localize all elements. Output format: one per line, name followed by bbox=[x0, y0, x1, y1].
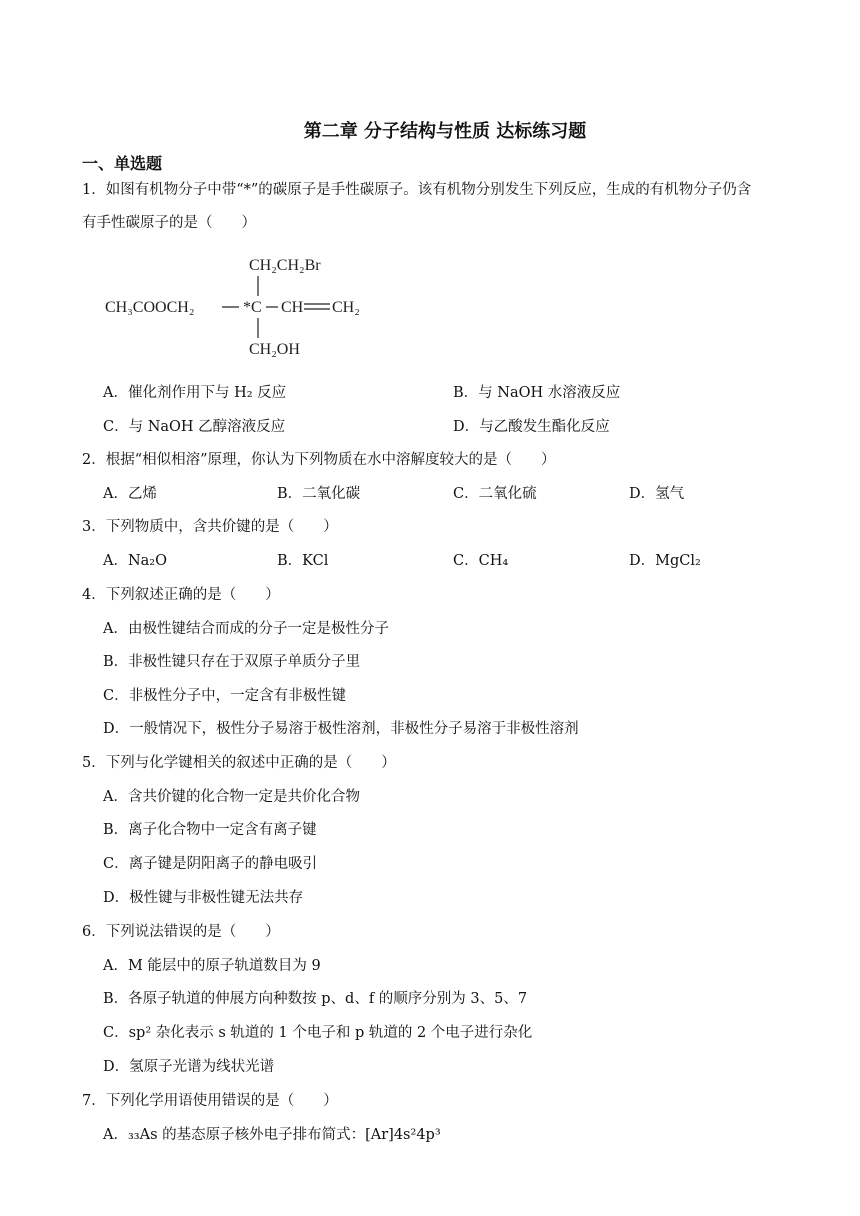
structure-chiral-center: *C bbox=[243, 299, 262, 316]
q6-option-c: C．sp² 杂化表示 s 轨道的 1 个电子和 p 轨道的 2 个电子进行杂化 bbox=[103, 1025, 533, 1041]
q5-option-b: B．离子化合物中一定含有离子键 bbox=[103, 822, 317, 838]
q1-option-a: A．催化剂作用下与 H₂ 反应 bbox=[103, 385, 287, 401]
structure-top-group: CH₂CH₂Br bbox=[249, 257, 321, 274]
structure-bottom-group: CH₂OH bbox=[249, 341, 300, 358]
q4-option-a: A．由极性键结合而成的分子一定是极性分子 bbox=[103, 621, 389, 637]
q2-option-d: D．氢气 bbox=[629, 486, 685, 502]
structure-main-left: CH₃COOCH₂ bbox=[105, 299, 195, 316]
question-7-stem: 7．下列化学用语使用错误的是（ ） bbox=[82, 1093, 338, 1109]
question-6-stem: 6．下列说法错误的是（ ） bbox=[82, 924, 280, 940]
q1-option-b: B．与 NaOH 水溶液反应 bbox=[453, 385, 621, 401]
question-4-stem: 4．下列叙述正确的是（ ） bbox=[82, 587, 280, 603]
q7-option-a: A．₃₃As 的基态原子核外电子排布简式：[Ar]4s²4p³ bbox=[103, 1127, 441, 1143]
q2-option-a: A．乙烯 bbox=[103, 486, 157, 502]
q1-option-d: D．与乙酸发生酯化反应 bbox=[453, 419, 610, 435]
q5-option-c: C．离子键是阴阳离子的静电吸引 bbox=[103, 856, 318, 872]
q6-option-a: A．M 能层中的原子轨道数目为 9 bbox=[103, 958, 321, 974]
q3-option-a: A．Na₂O bbox=[103, 553, 168, 569]
q3-option-c: C．CH₄ bbox=[453, 553, 509, 569]
q6-option-d: D．氢原子光谱为线状光谱 bbox=[103, 1059, 275, 1075]
q6-option-b: B．各原子轨道的伸展方向种数按 p、d、f 的顺序分别为 3、5、7 bbox=[103, 991, 528, 1007]
q4-option-d: D．一般情况下，极性分子易溶于极性溶剂，非极性分子易溶于非极性溶剂 bbox=[103, 721, 579, 737]
structure-end-group: CH₂ bbox=[332, 299, 360, 316]
q4-option-c: C．非极性分子中，一定含有非极性键 bbox=[103, 688, 347, 704]
q3-option-b: B．KCl bbox=[277, 553, 329, 569]
structure-main-right: CH bbox=[281, 299, 304, 316]
q1-option-c: C．与 NaOH 乙醇溶液反应 bbox=[103, 419, 286, 435]
q2-option-b: B．二氧化碳 bbox=[277, 486, 361, 502]
question-1-stem-line2: 有手性碳原子的是（ ） bbox=[82, 215, 256, 231]
molecule-structure-diagram bbox=[103, 248, 373, 363]
section-heading: 一、单选题 bbox=[82, 154, 163, 173]
question-2-stem: 2．根据“相似相溶”原理，你认为下列物质在水中溶解度较大的是（ ） bbox=[82, 452, 556, 468]
q4-option-b: B．非极性键只存在于双原子单质分子里 bbox=[103, 654, 361, 670]
question-1-stem-line1: 1．如图有机物分子中带“*”的碳原子是手性碳原子。该有机物分别发生下列反应，生成的有机物分子仍含 bbox=[82, 182, 752, 198]
question-3-stem: 3．下列物质中，含共价键的是（ ） bbox=[82, 519, 338, 535]
q2-option-c: C．二氧化硫 bbox=[453, 486, 537, 502]
page-title: 第二章 分子结构与性质 达标练习题 bbox=[303, 121, 587, 142]
q5-option-a: A．含共价键的化合物一定是共价化合物 bbox=[103, 789, 360, 805]
question-5-stem: 5．下列与化学键相关的叙述中正确的是（ ） bbox=[82, 755, 396, 771]
q5-option-d: D．极性键与非极性键无法共存 bbox=[103, 890, 304, 906]
q3-option-d: D．MgCl₂ bbox=[629, 553, 701, 569]
